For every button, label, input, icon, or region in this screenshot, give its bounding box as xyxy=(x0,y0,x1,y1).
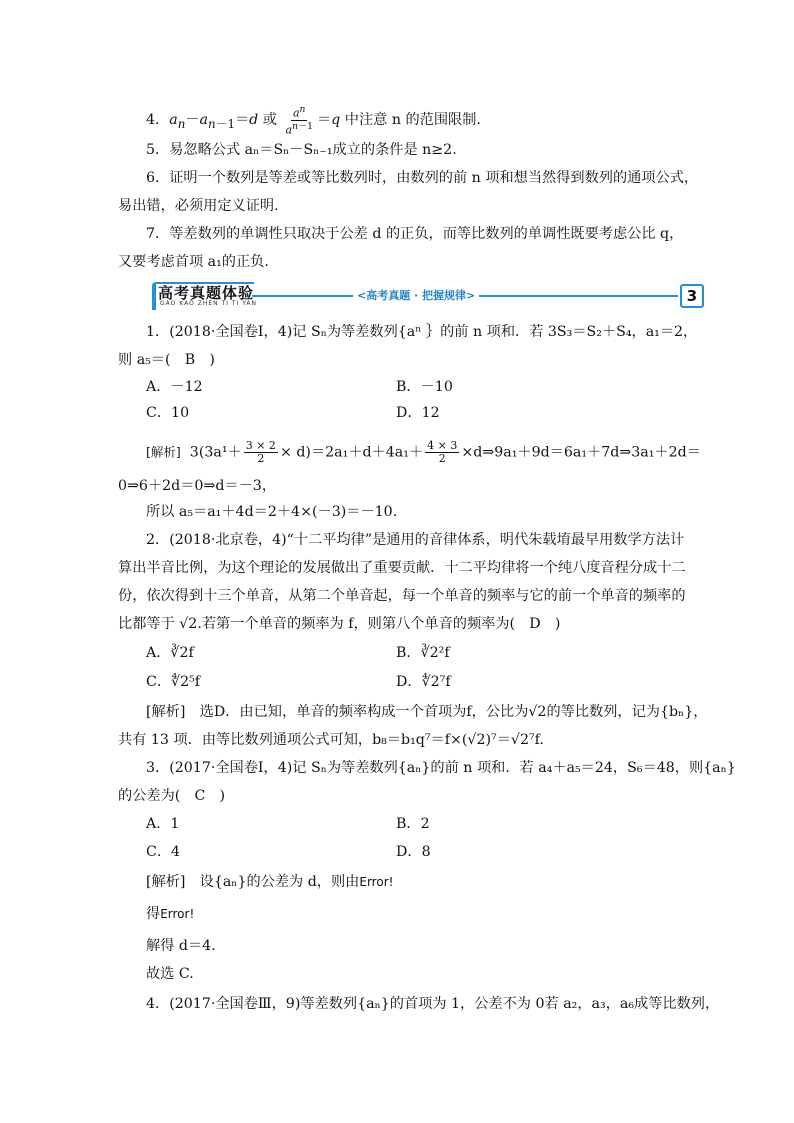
q3-stem-line-2: 的公差为( C ) xyxy=(118,788,226,804)
q1-option-c: C．10 xyxy=(146,405,190,421)
q2-option-a: A．∛2f xyxy=(146,645,194,661)
q3-option-b: B．2 xyxy=(396,816,430,832)
q2-option-d: D．∜2⁷f xyxy=(396,674,451,690)
note-7-line-2: 又要考虑首项 a₁的正负. xyxy=(118,254,269,270)
solution-tag: [解析] xyxy=(146,444,181,460)
q1-fraction-2: $\frac{4 \times 3}{2}$ xyxy=(427,439,458,465)
q3-option-c: C．4 xyxy=(146,844,181,860)
q2-solution-line-1: [解析] 选D．由已知，单音的频率构成一个首项为f，公比为√2的等比数列，记为{bₙ}， xyxy=(146,704,708,720)
q4-stem-line-1: 4．(2017·全国卷Ⅲ，9)等差数列{aₙ}的首项为 1，公差不为 0若 a₂，a₃，a₆成等比数列， xyxy=(146,996,720,1012)
q1-solution-line-2: 0⇒6＋2d＝0⇒d＝－3， xyxy=(118,478,277,494)
error-field: Error! xyxy=(359,875,394,889)
q1-option-d: D．12 xyxy=(396,405,440,421)
banner-pinyin: GAO KAO ZHEN TI TI YAN xyxy=(160,300,258,307)
q1-solution-line-3: 所以 a₅＝a₁＋4d＝2＋4×(－3)＝－10. xyxy=(146,504,398,520)
q2-option-b: B．∛2²f xyxy=(396,645,450,661)
q3-option-d: D．8 xyxy=(396,844,431,860)
q3-solution-line-1: [解析] 设{aₙ}的公差为 d，则由Error! xyxy=(146,874,394,890)
banner-title: 高考真题体验 xyxy=(158,284,255,302)
q3-solution-line-2: 得Error! xyxy=(146,906,195,922)
q2-option-c: C．∜2⁵f xyxy=(146,674,201,690)
q1-stem-line-2: 则 a₅＝( B ) xyxy=(118,352,215,368)
q2-stem-line-4: 比都等于 √2.若第一个单音的频率为 f，则第八个单音的频率为( D ) xyxy=(118,616,561,632)
error-field: Error! xyxy=(160,907,195,921)
note-4: 4．$a_n-a_{n-1}=d$ 或 $\frac{a^n}{a^{n-1}}$ ＝q 中注意 n 的范围限制. xyxy=(146,104,481,137)
q2-stem-line-1: 2．(2018·北京卷，4)“十二平均律”是通用的音律体系，明代朱载堉最早用数学方法计 xyxy=(146,532,685,548)
note-6-line-2: 易出错，必须用定义证明. xyxy=(118,198,279,214)
q1-solution-line-1: [解析] 3(3a¹＋ $\frac{3 \times 2}{2}$ × d)＝2a₁＋d＋4a₁＋ $\frac{4 \times 3}{2}$ ×d⇒9a₁＋9d＝6a₁＋7d⇒3a₁＋2d＝ xyxy=(146,439,701,465)
q1-option-b: B．－10 xyxy=(396,379,453,395)
note-7-line-1: 7．等差数列的单调性只取决于公差 d 的正负，而等比数列的单调性既要考虑公比 q， xyxy=(146,226,684,242)
banner-subtitle: <高考真题 · 把握规律> xyxy=(353,287,479,303)
q2-solution-line-2: 共有 13 项．由等比数列通项公式可知，b₈＝b₁q⁷＝f×(√2)⁷＝√2⁷f. xyxy=(118,732,544,748)
q2-stem-line-2: 算出半音比例，为这个理论的发展做出了重要贡献．十二平均律将一个纯八度音程分成十二 xyxy=(118,560,686,576)
q1-option-a: A．－12 xyxy=(146,379,203,395)
q3-solution-line-4: 故选 C. xyxy=(146,966,194,982)
ratio-fraction: $\frac{a^n}{a^{n-1}}$ xyxy=(285,104,313,137)
q3-option-a: A．1 xyxy=(146,816,180,832)
q1-stem-line-1: 1．(2018·全国卷Ⅰ，4)记 Sₙ为等差数列{aⁿ ｝的前 n 项和．若 3S₃＝S₂＋S₄，a₁＝2， xyxy=(146,324,698,340)
q3-stem-line-1: 3．(2017·全国卷Ⅰ，4)记 Sₙ为等差数列{aₙ}的前 n 项和．若 a₄＋a₅＝24，S₆＝48，则{aₙ} xyxy=(146,760,736,776)
note-6-line-1: 6．证明一个数列是等差或等比数列时，由数列的前 n 项和想当然得到数列的通项公式， xyxy=(146,170,699,186)
note-5: 5．易忽略公式 aₙ＝Sₙ－Sₙ₋₁成立的条件是 n≥2. xyxy=(146,142,457,158)
q2-stem-line-3: 份，依次得到十三个单音，从第二个单音起，每一个单音的频率与它的前一个单音的频率的 xyxy=(118,588,686,604)
section-banner xyxy=(148,282,708,310)
q1-fraction-1: $\frac{3 \times 2}{2}$ xyxy=(245,439,276,465)
section-number-badge: 3 xyxy=(680,284,704,308)
q3-solution-line-3: 解得 d＝4. xyxy=(146,938,216,954)
